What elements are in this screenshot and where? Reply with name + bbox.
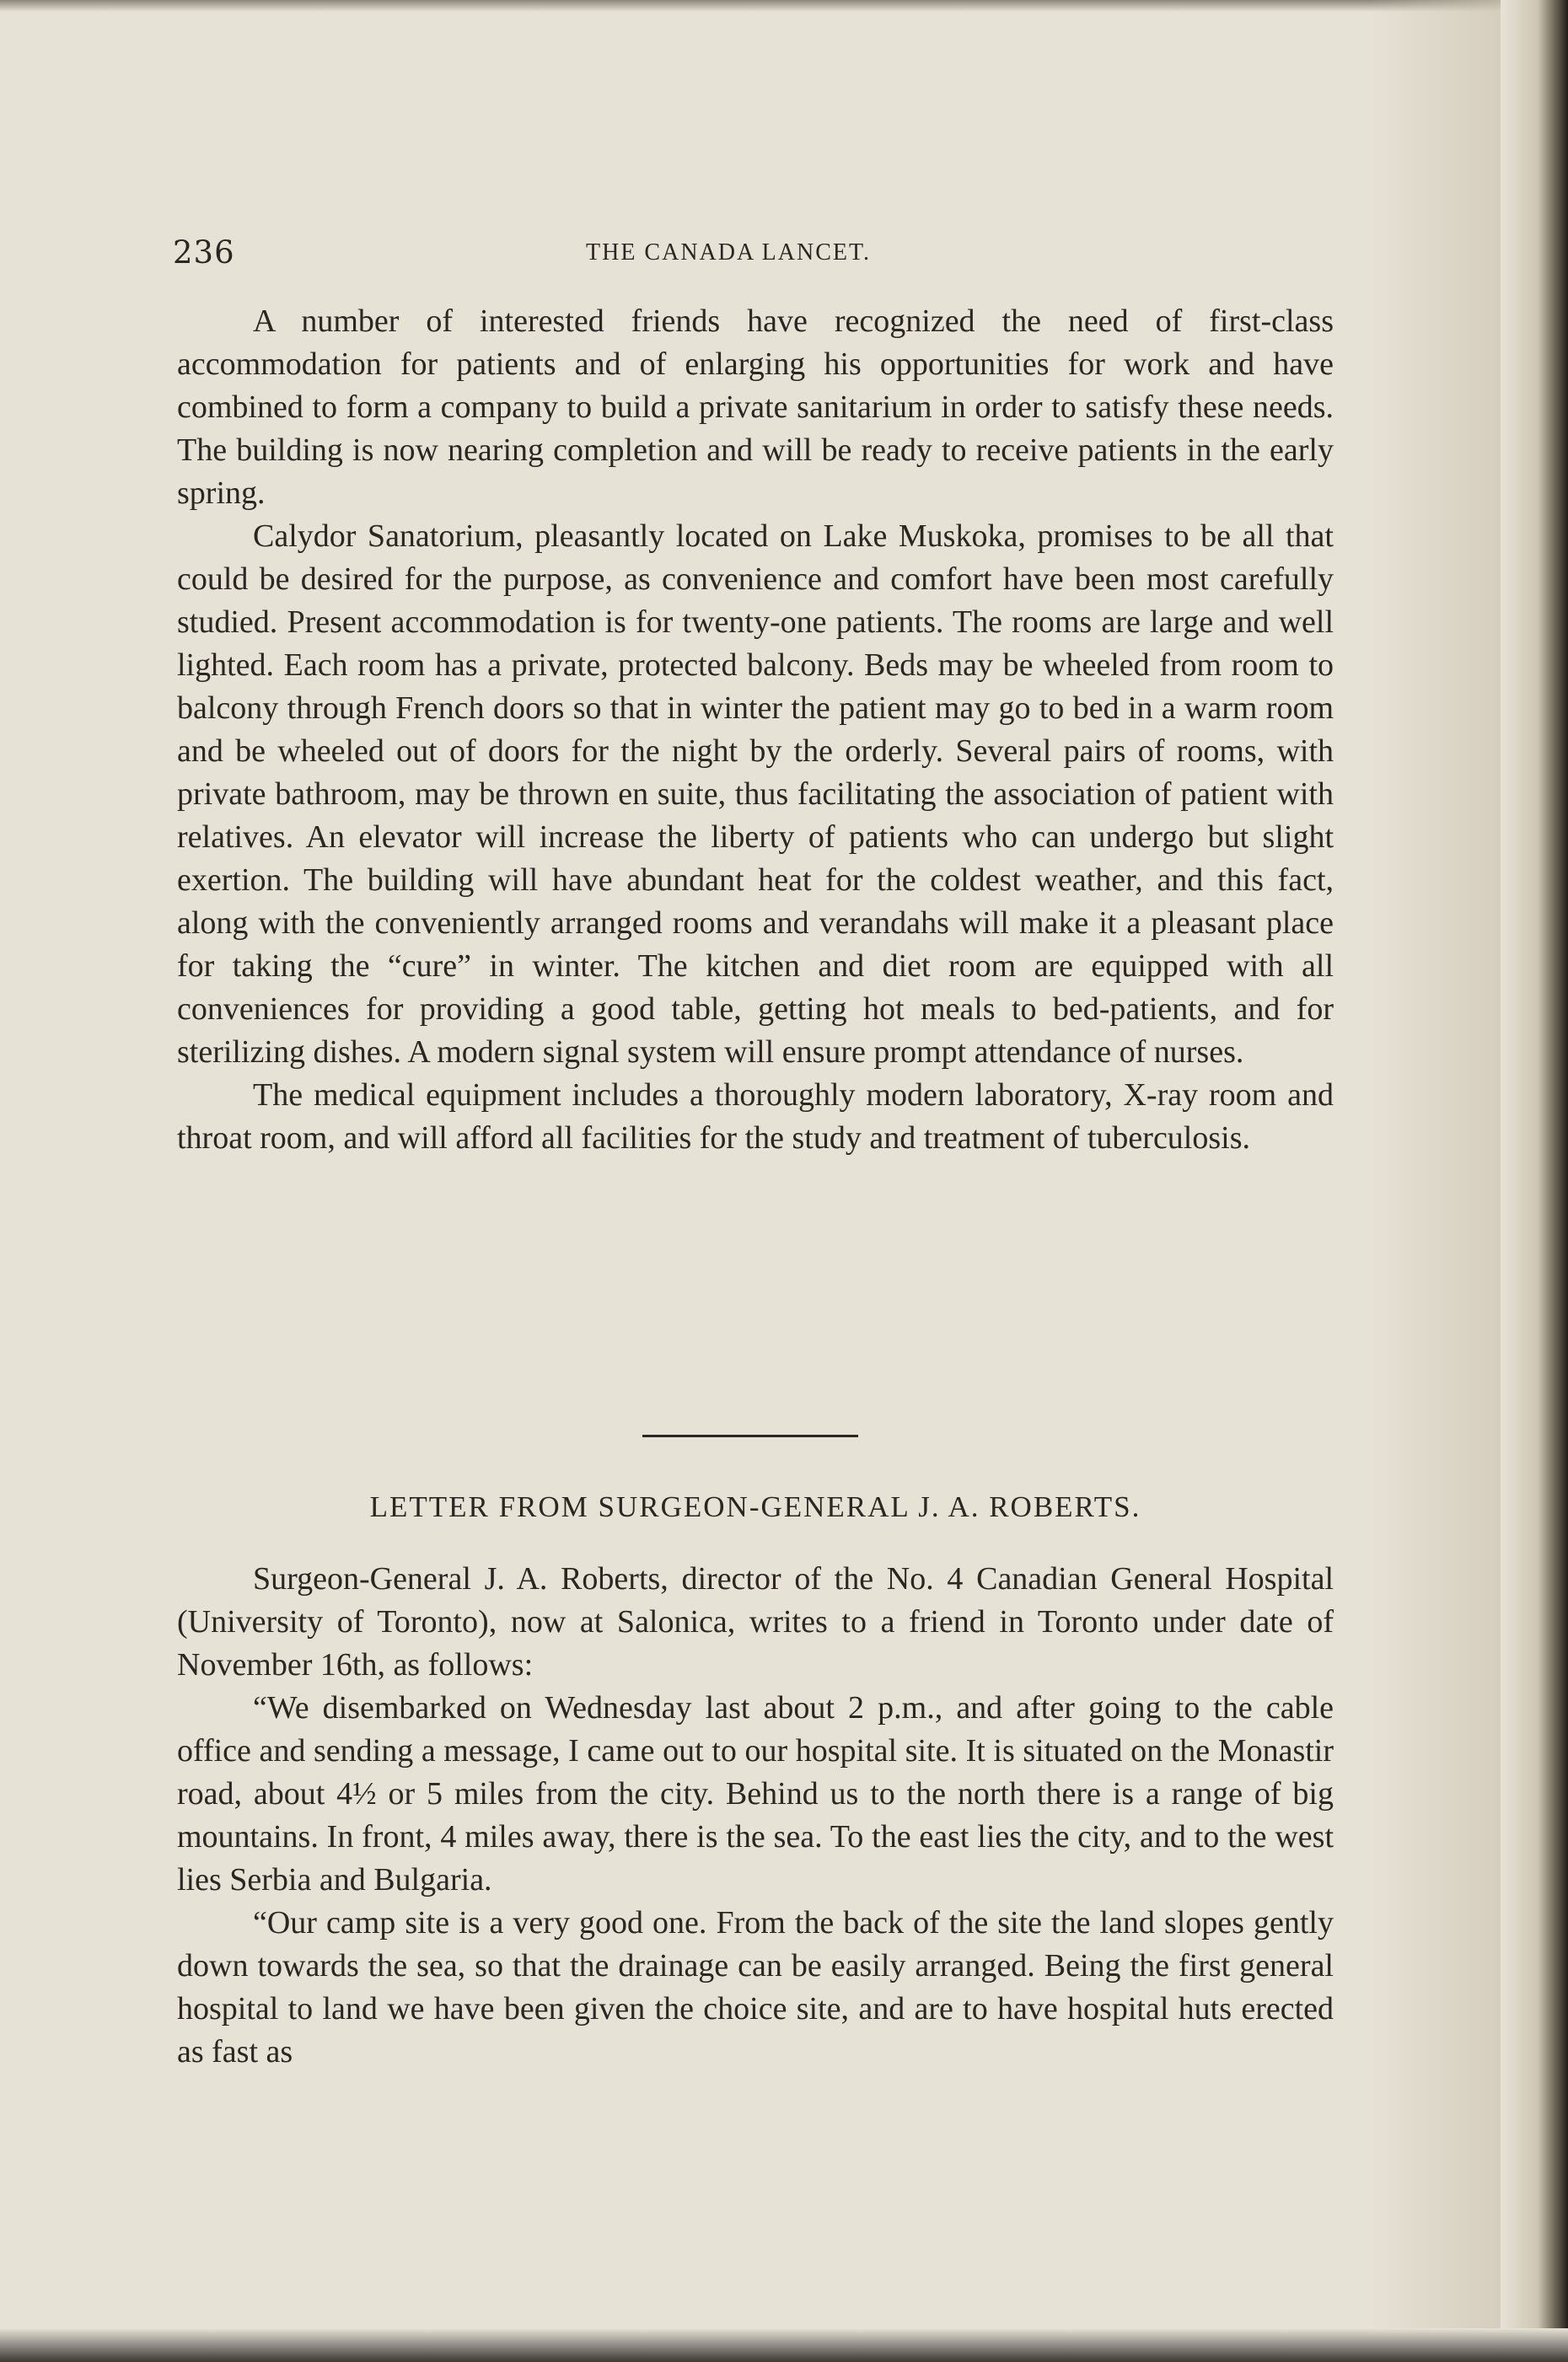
- section-divider: [642, 1435, 858, 1437]
- article-calydor-sanatorium: [177, 300, 1334, 1160]
- paragraph: Surgeon-General J. A. Roberts, director of the No. 4 Canadian General Hospital (University of Toronto), now at Salonica, writes to a friend in Toronto under date of November 16th, as follows:: [177, 1561, 1334, 1683]
- paragraph: The medical equipment includes a thoroughly modern laboratory, X-ray room and throat room, and will afford all facilities for the study and treatment of tuberculosis.: [177, 1077, 1334, 1156]
- paragraph: Calydor Sanatorium, pleasantly located on Lake Muskoka, promises to be all that could be desired for the purpose, as convenience and comfort have been most carefully studied. Present accommodation is for twenty-one patients. The rooms are large and well lighted. Each room has a private, protected balcony. Beds may be wheeled from room to balcony through French doors so that in winter the patient may go to bed in a warm room and be wheeled out of doors for the night by the orderly. Several pairs of rooms, with private bathroom, may be thrown en suite, thus facilitating the association of patient with relatives. An elevator will increase the liberty of patients who can undergo but slight exertion. The building will have abundant heat for the coldest weather, and this fact, along with the conveniently arranged rooms and verandahs will make it a pleasant place for taking the “cure” in winter. The kitchen and diet room are equipped with all conveniences for providing a good table, getting hot meals to bed-patients, and for sterilizing dishes. A modern signal system will ensure prompt attendance of nurses.: [177, 518, 1334, 1070]
- page-number: 236: [173, 234, 235, 271]
- page-top-edge: [0, 0, 1568, 12]
- page-bottom-edge: [0, 2328, 1568, 2362]
- section-title: LETTER FROM SURGEON-GENERAL J. A. ROBERTS.: [369, 1490, 1141, 1523]
- running-head: THE CANADA LANCET.: [586, 239, 872, 266]
- page-gutter-shade: [1366, 0, 1501, 2362]
- paragraph: “Our camp site is a very good one. From the back of the site the land slopes gently down towards the sea, so that the drainage can be easily arranged. Being the first general hospital to land we have been given the choice site, and are to have hospital huts erected as fast as: [177, 1905, 1334, 2069]
- paragraph: A number of interested friends have recognized the need of first-class accommodation for patients and of enlarging his opportunities for work and have combined to form a company to build a private sanitarium in order to satisfy these needs. The building is now nearing completion and will be ready to receive patients in the early spring.: [177, 303, 1334, 511]
- article-roberts-letter: [177, 1558, 1334, 2074]
- paragraph: “We disembarked on Wednesday last about 2 p.m., and after going to the cable office and sending a message, I came out to our hospital site. It is situated on the Monastir road, about 4½ or 5 miles from the city. Behind us to the north there is a range of big mountains. In front, 4 miles away, there is the sea. To the east lies the city, and to the west lies Serbia and Bulgaria.: [177, 1690, 1334, 1898]
- page-header: [173, 234, 1336, 276]
- page-right-edge: [1501, 0, 1568, 2362]
